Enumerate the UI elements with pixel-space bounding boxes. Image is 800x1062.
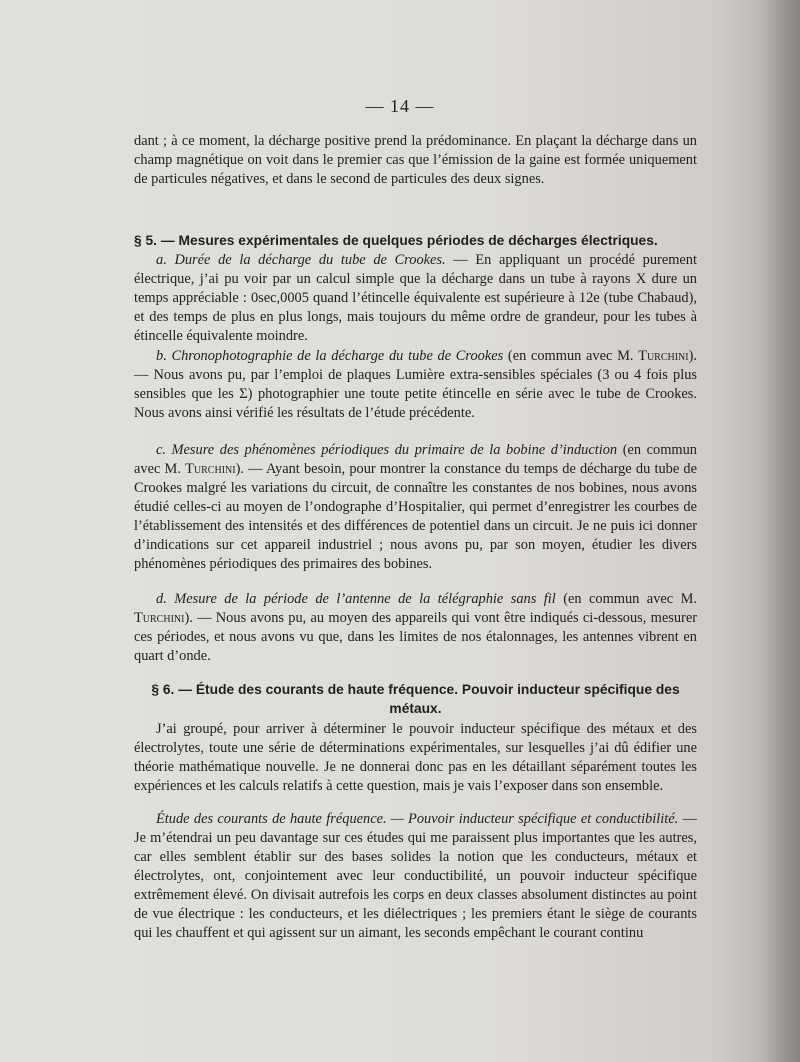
paragraph-c — [134, 441, 697, 574]
paragraph-6b-body: — Je m’étendrai un peu davantage sur ces études qui me paraissent plus importantes que les autres, car elles semblent établir sur des bases solides la notion que les conducteurs, métaux et électrolytes, ont, conjointement avec leur conductibilité, un pouvoir inducteur spécifique extrêmement élevé. On divisait autrefois les corps en deux classes absolument distinctes au point de vue électrique : les conducteurs, et les diélectriques ; les premiers étant le siège de courants qui les chauffent et qui agissent sur un aimant, les seconds empêchant le courant continu — [134, 811, 697, 941]
paragraph-b-part1: (en commun avec M. — [503, 348, 639, 364]
paragraph-a-body: — En appliquant un procédé purement électrique, j’ai pu voir par un calcul simple que la décharge dans un tube à rayons X dure un temps appréciable : 0sec,0005 quand l’étincelle équivalente est supérieure à 12e (tube Chabaud), et des temps de plus en plus longs, mais toujours du même ordre de grandeur, pour les tubes à étincelle équivalente moindre. — [134, 252, 697, 344]
paragraph-b-name: Turchini — [638, 348, 689, 364]
paragraph-intro — [134, 132, 697, 189]
section-5-heading — [134, 231, 697, 250]
paragraph-b-part2: ). — Nous avons pu, par l’emploi de plaques Lumière extra-sensibles spéciales (3 ou 4 fois plus sensibles que les Σ) photographier une toute petite étincelle en série avec le tube de Crookes. Nous avons ainsi vérifié les résultats de l’étude précédente. — [134, 348, 698, 421]
section-5-heading-text: § 5. — Mesures expérimentales de quelques périodes de décharges électriques. — [134, 233, 658, 248]
section-6-heading — [134, 680, 697, 718]
paragraph-intro-text: dant ; à ce moment, la décharge positive prend la prédominance. En plaçant la décharge dans un champ magnétique on voit dans le premier cas que l’émission de la gaine est formée uniquement de particules négatives, et dans le second de particules des deux signes. — [134, 133, 697, 187]
paragraph-a-title: a. Durée de la décharge du tube de Crookes. — [156, 252, 446, 268]
section-6-heading-text: § 6. — Étude des courants de haute fréquence. Pouvoir inducteur spécifique des métaux. — [151, 682, 680, 716]
page-number: — 14 — — [365, 96, 435, 116]
paragraph-c-part2: ). — Ayant besoin, pour montrer la constance du temps de décharge du tube de Crookes malgré les variations du circuit, de connaître les constantes de nos bobines, nous avons étudié celles-ci au moyen de l’ondographe d’Hospitalier, qui permet d’enregistrer les courbes de l’établissement des intensités et des différences de potentiel dans un circuit. Je ne puis ici donner d’indications sur cet appareil industriel ; nous avons pu, par son moyen, étudier les divers phénomènes périodiques des primaires des bobines. — [134, 461, 697, 572]
paragraph-6b — [134, 810, 697, 943]
paragraph-a — [134, 251, 697, 346]
paragraph-b — [134, 347, 697, 423]
paragraph-d-name: Turchini — [134, 610, 185, 626]
page-edge-shadow — [760, 0, 800, 1062]
paragraph-c-name: Turchini — [185, 461, 236, 477]
paragraph-d-part1: (en commun avec M. — [555, 591, 697, 607]
paragraph-d-part2: ). — Nous avons pu, au moyen des appareils qui vont être indiqués ci-dessous, mesurer ces périodes, et nous avons vu que, dans les limites de nos étalonnages, les antennes vibrent en quart d’onde. — [134, 610, 697, 664]
paragraph-6b-title: Étude des courants de haute fréquence. — Pouvoir inducteur spécifique et conductibilité. — [156, 811, 679, 827]
paragraph-d-title: d. Mesure de la période de l’antenne de la télégraphie sans fil — [156, 591, 556, 607]
paragraph-6a-text: J’ai groupé, pour arriver à déterminer le pouvoir inducteur spécifique des métaux et des électrolytes, toute une série de déterminations expérimentales, sur lesquelles j’ai dû édifier une théorie mathématique nouvelle. Je ne donnerai donc pas en les détaillant séparément toutes les expériences et les calculs relatifs à cette question, mais je vais l’exposer dans son ensemble. — [134, 721, 697, 794]
paragraph-c-title: c. Mesure des phénomènes périodiques du primaire de la bobine d’induction — [156, 442, 618, 458]
paragraph-d — [134, 590, 697, 666]
paragraph-6a — [134, 720, 697, 796]
paragraph-b-title: b. Chronophotographie de la décharge du tube de Crookes — [156, 348, 504, 364]
paragraph-c-part1: (en commun avec M. — [134, 442, 698, 477]
